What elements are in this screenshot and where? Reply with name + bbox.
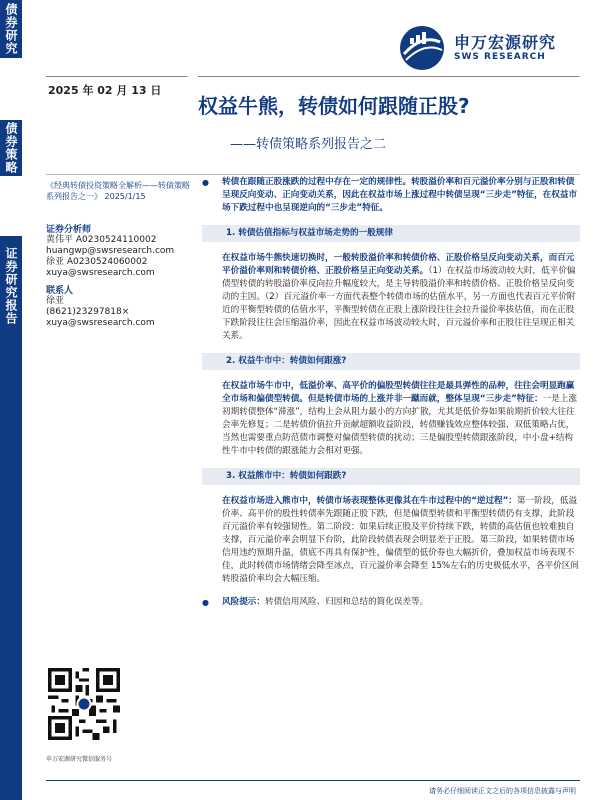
qr-code-icon (48, 668, 120, 740)
section-text: 第一阶段，低溢价率、高平价的股性转债率先跟随正股下跌，但是偏债型转债和平衡型转债仍有支撑，此阶段百元溢价率有较强韧性。第二阶段：如果后续正股及平价持续下跌，转债的高估值也较难独自支撑，百元溢价率会明显下台阶，此阶段转债表现会明显差于正股。第三阶段，如果转债市场信用违约预期升温，债底不再具有保护性，偏债型的低价券也大幅折价，叠加权益市场表现不佳，此时转债市场情绪会降至冰点，百元溢价率会降至 15%左右的历史极低水平，各平价区间转股溢价率均会大幅压缩。 (222, 496, 579, 584)
side-label-report-type: 证券研究报告 (4, 247, 18, 325)
page-title: 权益牛熊，转债如何跟随正股? (198, 94, 470, 118)
bullet-icon: ● (202, 598, 209, 607)
side-strip (0, 0, 44, 800)
divider (46, 174, 580, 175)
contact-phone: (8621)23297818× (46, 307, 130, 317)
report-date: 2025 年 02 月 13 日 (48, 84, 162, 97)
disclaimer-footer: 请务必仔细阅读正文之后的各项信息披露与声明 (429, 787, 576, 795)
analyst-info (46, 214, 196, 329)
summary-paragraph (202, 176, 580, 215)
analyst-line: 徐亚 A0230524060002 (46, 257, 148, 267)
analyst-email[interactable]: huangwp@swsresearch.com (46, 246, 175, 256)
contact-name: 徐亚 (46, 296, 65, 306)
analyst-heading: 证券分析师 (46, 225, 92, 235)
section-paragraph (202, 252, 580, 343)
logo-text-cn: 申万宏源研究 (454, 33, 557, 52)
risk-paragraph (202, 596, 580, 609)
side-label-research: 债券研究 (4, 3, 18, 55)
section-key-text: 在权益市场牛熊快速切换时，一般转股溢价率和转债价格、正股价格呈反向变动关系，而百元平价溢价率则和转债价格、正股价格呈正向变动关系。 (222, 253, 575, 276)
related-report-link[interactable]: 《经典转债投资策略全解析——转债策略系列报告之一》 2025/1/15 (46, 181, 190, 201)
analyst-line: 黄伟平 A0230524110002 (46, 235, 157, 245)
side-label-strategy: 债券策略 (4, 122, 18, 174)
logo-icon (398, 24, 446, 72)
section-key-text: 在权益市场牛市中，低溢价率、高平价的偏股型转债往往是最具弹性的品种，往往会明显跑赢全市场和偏债型转债。但是转债市场的上涨并非一蹴而就，整体呈现“三步走”特征： (222, 381, 575, 404)
analyst-email[interactable]: xuya@swsresearch.com (46, 268, 155, 278)
contact-email[interactable]: xuya@swsresearch.com (46, 318, 155, 328)
section-heading: 1. 转债估值指标与权益市场走势的一般规律 (202, 225, 580, 242)
footer-divider (46, 780, 580, 781)
risk-label: 风险提示： (222, 597, 265, 607)
section-text: 一是上涨初期转债整体“滞涨”，结构上会从阻力最小的方向扩散，尤其是低价券如果前期折价较大往往会率先修复；二是转债价值拉升贡献超额收益阶段，转债赚钱效应整体较强、双低策略占优，当然也需要重点防范债市调整对偏债型转债的扰动；三是偏股型转债跟涨阶段，中小盘+结构性牛市中转债的跟涨能力会相对更强。 (222, 394, 578, 456)
brand-logo (398, 24, 578, 72)
summary-text: 转债在跟随正股涨跌的过程中存在一定的规律性。转股溢价率和百元溢价率分别与正股和转债呈现反向变动、正向变动关系，因此在权益市场上涨过程中转债呈现“三步走”特征，在权益市场下跌过程中也呈现逆向的“三步走”特征。 (222, 177, 578, 213)
qr-caption: 申万宏源研究微信服务号 (46, 756, 113, 763)
section-heading: 2. 权益牛市中：转债如何跟涨? (202, 353, 580, 370)
page-subtitle: ——转债策略系列报告之二 (230, 137, 387, 152)
bullet-icon: ● (202, 178, 209, 187)
section-paragraph (202, 495, 580, 586)
contact-heading: 联系人 (46, 286, 74, 296)
divider (198, 76, 580, 77)
report-body (202, 176, 580, 619)
logo-text-en: SWS RESEARCH (454, 52, 546, 62)
section-text: （1）在权益市场波动较大时，低平价偏债型转债的转股溢价率反向拉升幅度较大，是主导转股溢价率和转债价格、正股价格呈反向变动的主因。（2）百元溢价率一方面代表整个转债市场的估值水平，另一方面也代表百元平价附近的平衡型转债的估值水平，平衡型转债在正股上涨阶段往往会拉升溢价率拔估值，而在正股下跌阶段往往会压缩溢价率，因此在权益市场波动较大时，百元溢价率和正股往往呈现正相关关系。 (222, 266, 576, 341)
section-paragraph (202, 380, 580, 458)
section-heading: 3. 权益熊市中：转债如何跟跌? (202, 468, 580, 485)
risk-text: 转债信用风险、归因和总结的简化误差等。 (264, 597, 429, 607)
section-key-text: 在权益市场进入熊市中，转债市场表现整体更像其在牛市过程中的“逆过程”： (222, 496, 517, 506)
divider (46, 76, 188, 77)
